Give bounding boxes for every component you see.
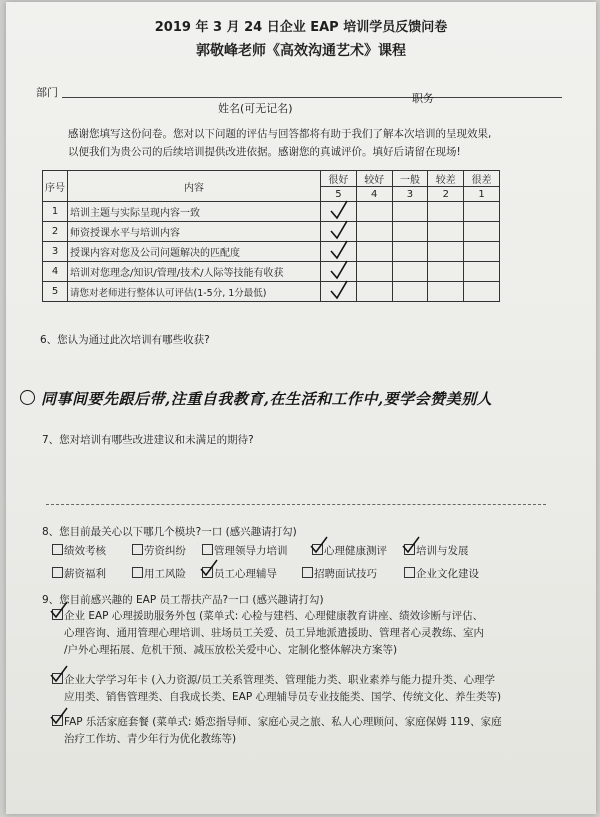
rating-4-cell[interactable] [356,262,392,282]
row-content: 培训对您理念/知识/管理/技术/人际等技能有收获 [68,262,321,282]
dept-line [62,97,562,98]
rating-4-cell[interactable] [356,282,392,302]
header-r2-score: 2 [428,187,464,202]
option-performance[interactable]: 绩效考核 [52,543,132,560]
q8-question: 8、您目前最关心以下哪几个模块?一口 (感兴趣请打勾) [42,526,297,538]
rating-3-cell[interactable] [392,222,428,242]
header-no: 序号 [43,171,68,202]
option-recruiting[interactable]: 招聘面试技巧 [302,566,404,583]
row-content: 请您对老师进行整体认可评估(1-5分, 1分最低) [68,282,321,302]
rating-2-cell[interactable] [428,222,464,242]
table-row [43,262,500,282]
rating-4-cell[interactable] [356,222,392,242]
checkmark-icon [331,203,345,217]
header-r3-score: 3 [392,187,428,202]
intro-line-1: 感谢您填写这份问卷。您对以下问题的评估与回答都将有助于我们了解本次培训的呈现效果, [68,128,492,140]
q9-item-eap[interactable]: 企业 EAP 心理援助服务外包 (菜单式: 心检与建档、心理健康教育讲座、绩效诊断与评估、 心理咨询、通用管理心理培训、驻场员工关爱、员工异地派遣援助、管理者心灵教练、室内 /户外心理拓展、危机干预、减压放松关爱中心、定制化整体解决方案等) [52,608,484,659]
checkbox-icon[interactable] [202,567,213,578]
q9-item-family-package[interactable]: FAP 乐活家庭套餐 (菜单式: 婚恋指导师、家庭心灵之旅、私人心理顾问、家庭保姆 119、家庭 治疗工作坊、青少年行为优化教练等) [52,714,502,748]
rating-2-cell[interactable] [428,262,464,282]
rating-4-cell[interactable] [356,202,392,222]
checkbox-icon[interactable] [312,544,323,555]
checkmark-icon [331,263,345,277]
feedback-table [42,170,500,302]
table-row [43,222,500,242]
row-no: 1 [43,202,68,222]
header-r1-label: 很差 [464,171,500,187]
checkbox-icon[interactable] [302,567,313,578]
option-mental-assessment[interactable]: 心理健康测评 [312,543,404,560]
rating-1-cell[interactable] [464,242,500,262]
checkbox-icon[interactable] [404,567,415,578]
checkbox-icon[interactable] [404,544,415,555]
option-counseling[interactable]: 员工心理辅导 [202,566,302,583]
rating-1-cell[interactable] [464,202,500,222]
checkbox-icon[interactable] [52,544,63,555]
header-r5-score: 5 [321,187,357,202]
rating-3-cell[interactable] [392,262,428,282]
dept-label: 部门 [36,86,58,99]
questionnaire-paper [6,2,596,814]
checkmark-icon [331,283,345,297]
title-line-1: 2019 年 3 月 24 日企业 EAP 培训学员反馈问卷 [154,20,448,35]
rating-4-cell[interactable] [356,242,392,262]
option-labor-dispute[interactable]: 劳资纠纷 [132,543,202,560]
title-line-2: 郭敬峰老师《高效沟通艺术》课程 [196,43,406,59]
answer-divider [46,504,546,505]
option-training[interactable]: 培训与发展 [404,543,484,560]
header-r4-label: 较好 [356,171,392,187]
header-r5-label: 很好 [321,171,357,187]
row-content: 师资授课水平与培训内容 [68,222,321,242]
checkbox-icon[interactable] [132,567,143,578]
row-no: 2 [43,222,68,242]
checkmark-icon [331,223,345,237]
header-r1-score: 1 [464,187,500,202]
row-no: 4 [43,262,68,282]
row-no: 3 [43,242,68,262]
rating-3-cell[interactable] [392,242,428,262]
rating-3-cell[interactable] [392,282,428,302]
q9-question: 9、您目前感兴趣的 EAP 员工帮扶产品?一口 (感兴趣请打勾) [42,594,324,606]
q9-item-corporate-university[interactable]: 企业大学学习年卡 (入力资源/员工关系管理类、管理能力类、职业素养与能力提升类、心理学 应用类、销售管理类、自我成长类、EAP 心理辅导员专业技能类、国学、传统文化、养生类等) [52,672,501,706]
q8-options-row-1 [52,543,484,560]
rating-1-cell[interactable] [464,222,500,242]
rating-1-cell[interactable] [464,282,500,302]
option-leadership[interactable]: 管理领导力培训 [202,543,312,560]
intro-line-2: 以便我们为贵公司的后续培训提供改进依据。感谢您的真诚评价。填好后请留在现场! [68,146,461,158]
q6-answer-text: 同事间要先跟后带,注重自我教育,在生活和工作中,要学会赞美别人 [41,390,493,408]
checkbox-icon[interactable] [52,673,63,684]
circle-one-icon [20,390,35,405]
row-content: 授课内容对您及公司问题解决的匹配度 [68,242,321,262]
checkbox-icon[interactable] [132,544,143,555]
name-label: 姓名(可无记名) [218,102,293,115]
row-content: 培训主题与实际呈现内容一致 [68,202,321,222]
checkbox-icon[interactable] [52,609,63,620]
q8-options-row-2 [52,566,494,583]
table-row [43,202,500,222]
checkbox-icon[interactable] [202,544,213,555]
header-content: 内容 [68,171,321,202]
option-employment-risk[interactable]: 用工风险 [132,566,202,583]
table-row [43,242,500,262]
header-r4-score: 4 [356,187,392,202]
header-r2-label: 较差 [428,171,464,187]
rating-2-cell[interactable] [428,202,464,222]
position-label: 职务 [412,92,434,105]
q7-question: 7、您对培训有哪些改进建议和未满足的期待? [42,434,254,446]
checkbox-icon[interactable] [52,715,63,726]
rating-3-cell[interactable] [392,202,428,222]
checkmark-icon [331,243,345,257]
q6-handwritten-answer [20,388,492,409]
header-r3-label: 一般 [392,171,428,187]
rating-2-cell[interactable] [428,242,464,262]
row-no: 5 [43,282,68,302]
table-row [43,282,500,302]
rating-1-cell[interactable] [464,262,500,282]
option-salary[interactable]: 薪资福利 [52,566,132,583]
rating-2-cell[interactable] [428,282,464,302]
q6-question: 6、您认为通过此次培训有哪些收获? [40,334,210,346]
rating-5-cell[interactable] [321,282,357,302]
checkbox-icon[interactable] [52,567,63,578]
option-culture[interactable]: 企业文化建设 [404,566,494,583]
